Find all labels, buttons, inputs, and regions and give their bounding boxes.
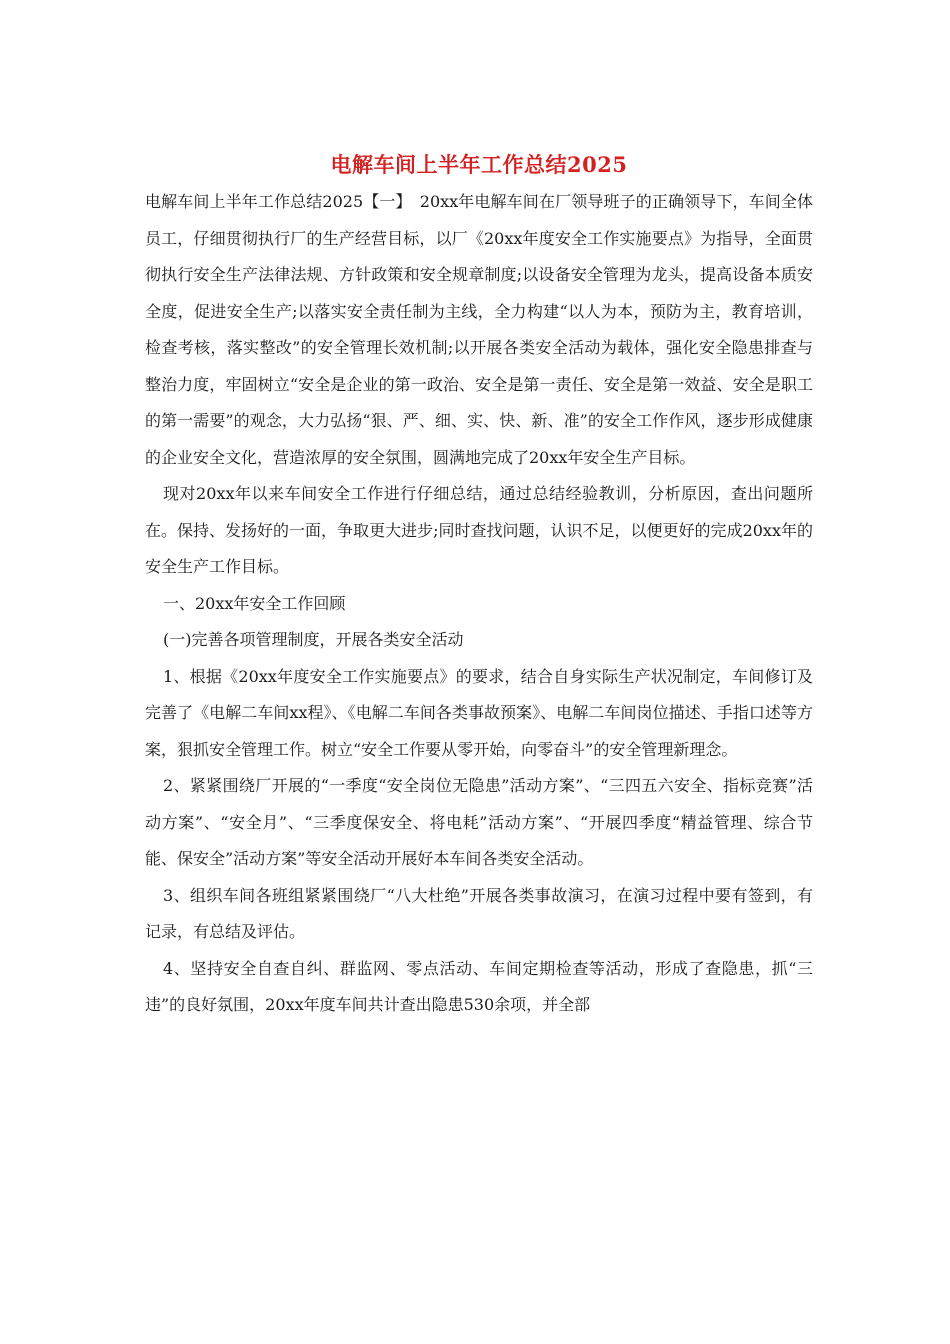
section-heading: 一、20xx年安全工作回顾	[163, 593, 346, 613]
document-title: 电解车间上半年工作总结2025	[330, 152, 628, 177]
paragraph-item-2: 2、紧紧围绕厂开展的“一季度“安全岗位无隐患”活动方案”、“三四五六安全、指标竞赛”活动方案”、“安全月”、“三季度保安全、将电耗”活动方案”、“开展四季度“精益管理、综合节能、保安全”活动方案”等安全活动开展好本车间各类安全活动。	[145, 776, 813, 868]
paragraph-summary: 现对20xx年以来车间安全工作进行仔细总结，通过总结经验教训，分析原因，查出问题所在。保持、发扬好的一面，争取更大进步;同时查找问题，认识不足，以便更好的完成20xx年的安全生产工作目标。	[145, 484, 813, 576]
subsection-heading: (一)完善各项管理制度，开展各类安全活动	[163, 630, 464, 649]
paragraph-intro: 电解车间上半年工作总结2025【一】 20xx年电解车间在厂领导班子的正确领导下，车间全体员工，仔细贯彻执行厂的生产经营目标，以厂《20xx年度安全工作实施要点》为指导，全面贯彻执行安全生产法律法规、方针政策和安全规章制度;以设备安全管理为龙头，提高设备本质安全度，促进安全生产;以落实安全责任制为主线，全力构建“以人为本，预防为主，教育培训，检查考核，落实整改”的安全管理长效机制;以开展各类安全活动为载体，强化安全隐患排查与整治力度，牢固树立“安全是企业的第一政治、安全是第一责任、安全是第一效益、安全是职工的第一需要”的观念，大力弘扬“狠、严、细、实、快、新、准”的安全工作作风，逐步形成健康的企业安全文化，营造浓厚的安全氛围，圆满地完成了20xx年安全生产目标。	[145, 192, 813, 467]
paragraph-item-3: 3、组织车间各班组紧紧围绕厂“八大杜绝”开展各类事故演习，在演习过程中要有签到，有记录，有总结及评估。	[145, 885, 813, 941]
paragraph-item-1: 1、根据《20xx年度安全工作实施要点》的要求，结合自身实际生产状况制定，车间修订及完善了《电解二车间xx程》、《电解二车间各类事故预案》、电解二车间岗位描述、手指口述等方案，狠抓安全管理工作。树立“安全工作要从零开始，向零奋斗”的安全管理新理念。	[145, 666, 813, 759]
document-page	[145, 150, 813, 1024]
paragraph-item-4: 4、坚持安全自查自纠、群监网、零点活动、车间定期检查等活动，形成了查隐患，抓“三违”的良好氛围，20xx年度车间共计查出隐患530余项，并全部	[145, 958, 813, 1014]
